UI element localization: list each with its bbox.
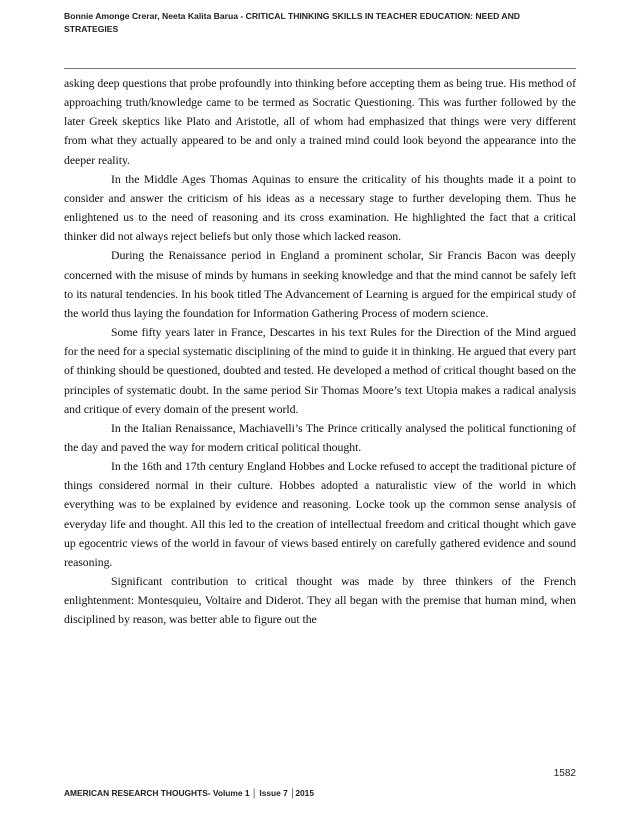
paragraph: In the Italian Renaissance, Machiavelli’s The Prince critically analysed the political functioning of the day and paved the way for modern critical political thought.: [64, 420, 576, 454]
paragraph: Significant contribution to critical thought was made by three thinkers of the French enlightenment: Montesquieu, Voltaire and Diderot. They all began with the premise that human mind, when disciplined by reason, was better able to figure out the: [64, 574, 576, 627]
paragraph: In the Middle Ages Thomas Aquinas to ensure the criticality of his thoughts made it a point to consider and answer the criticism of his ideas as a necessary stage to further developing them. Thus he enlightened us to the need of reasoning and its cross examination. He highlighted the fact that a critical thinker did not always reject beliefs but only those which lacked reason.: [64, 171, 576, 244]
paragraph: During the Renaissance period in England a prominent scholar, Sir Francis Bacon was deeply concerned with the misuse of minds by humans in seeking knowledge and that the mind cannot be safely left to its natural tendencies. In his book titled The Advancement of Learning is argued for the empirical study of the world thus laying the foundation for Information Gathering Process of modern science.: [64, 248, 576, 320]
running-header: Bonnie Amonge Crerar, Neeta Kalita Barua - CRITICAL THINKING SKILLS IN TEACHER EDUCATION: NEED AND STRATEGIES: [64, 11, 520, 34]
page-number: 1582: [553, 768, 576, 779]
paragraph: Some fifty years later in France, Descartes in his text Rules for the Direction of the Mind argued for the need for a special systematic disciplining of the mind to guide it in thinking. He argued that every part of thinking should be questioned, doubted and tested. He developed a method of critical thought based on the principles of systematic doubt. In the same period Sir Thomas Moore’s text Utopia makes a radical analysis and critique of every domain of the present world.: [64, 325, 576, 416]
running-footer: AMERICAN RESEARCH THOUGHTS- Volume 1 │ Issue 7 │2015: [64, 788, 314, 798]
paragraph: In the 16th and 17th century England Hobbes and Locke refused to accept the traditional picture of things considered normal in their culture. Hobbes adopted a naturalistic view of the world in which everything was to be explained by evidence and reasoning. Locke took up the common sense analysis of everyday life and thought. All this led to the creation of intellectual freedom and critical thought which gave up egocentric views of the world in favour of views based entirely on carefully gathered evidence and sound reasoning.: [64, 459, 576, 569]
header-divider: [64, 68, 576, 69]
article-body: [64, 74, 576, 630]
paragraph: asking deep questions that probe profoundly into thinking before accepting them as being true. His method of approaching truth/knowledge came to be termed as Socratic Questioning. This was further followed by the later Greek skeptics like Plato and Aristotle, all of whom had emphasized that things were very different from what they actually appeared to be and only a trained mind could look beyond the appearance into the deeper reality.: [64, 76, 576, 167]
